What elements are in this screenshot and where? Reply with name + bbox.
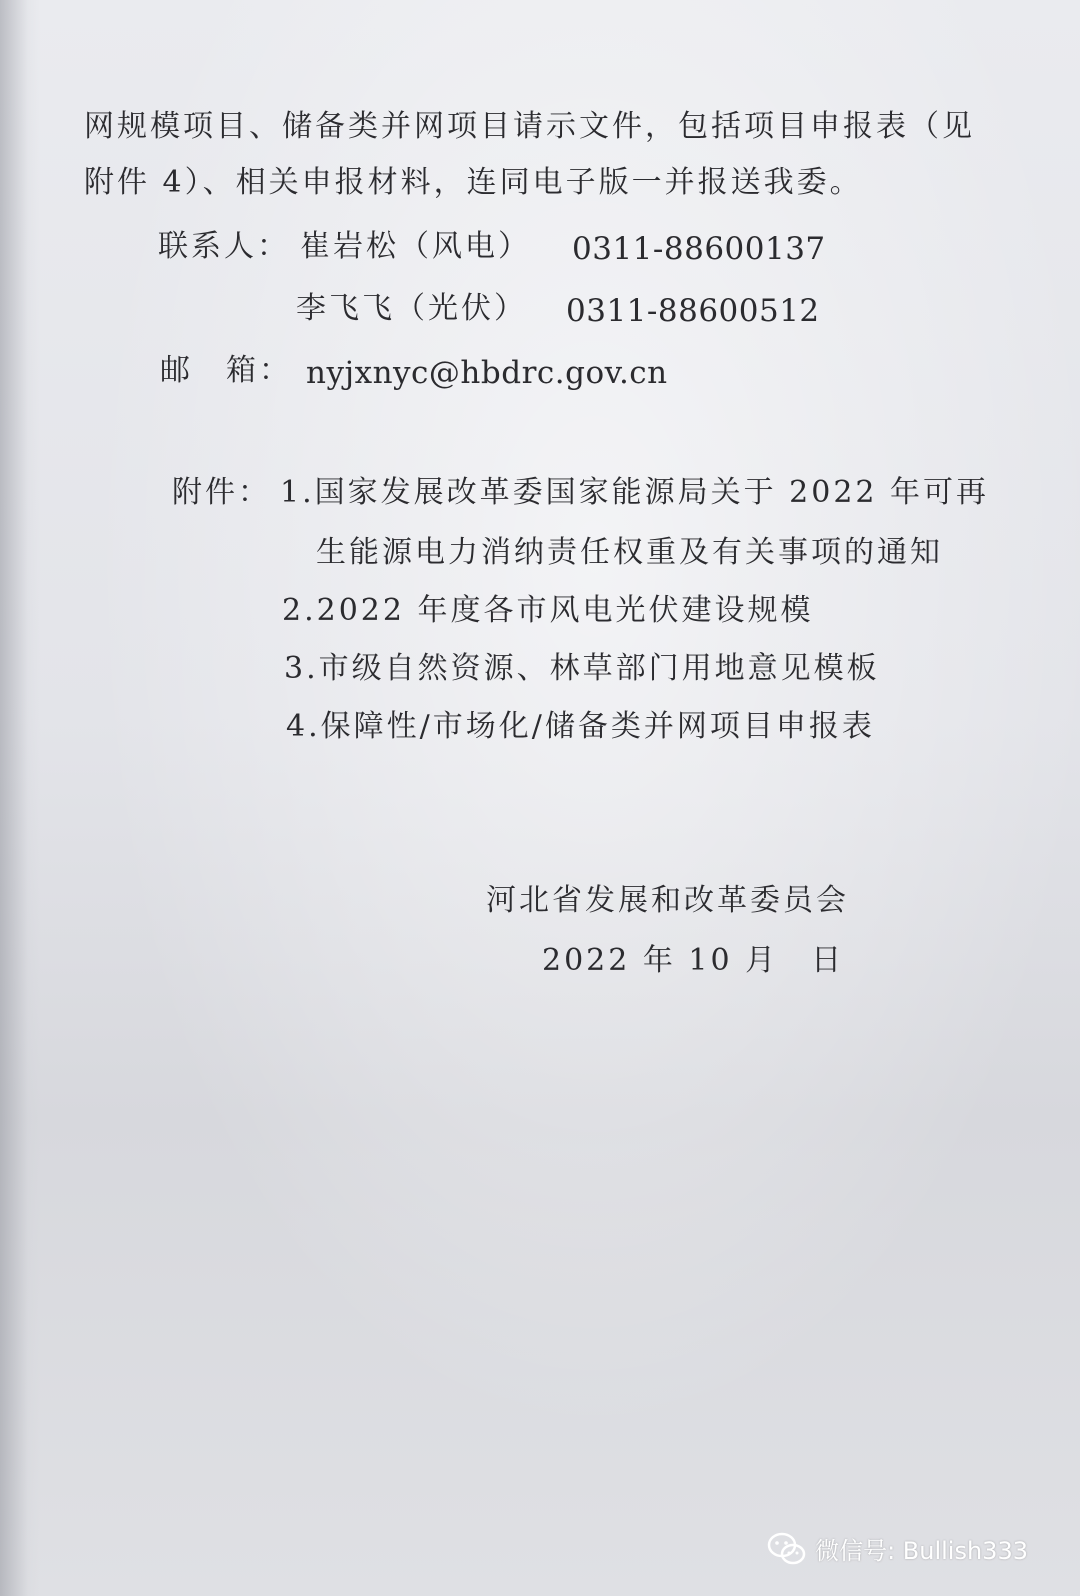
issuing-organization: 河北省发展和改革委员会 — [486, 883, 849, 918]
email-label: 邮 箱： — [160, 353, 292, 388]
contact-label: 联系人： — [158, 229, 290, 264]
body-line-1: 网规模项目、储备类并网项目请示文件，包括项目申报表（见 — [84, 109, 975, 144]
watermark — [767, 1531, 1028, 1566]
page-edge-shadow — [0, 0, 40, 1596]
body-line-2: 附件 4）、相关申报材料，连同电子版一并报送我委。 — [84, 165, 863, 200]
attachment-item-4: 4.保障性/市场化/储备类并网项目申报表 — [286, 709, 875, 744]
attachment-item-1-line-1: 1.国家发展改革委国家能源局关于 2022 年可再 — [280, 475, 990, 510]
attachments-label: 附件： — [172, 475, 271, 510]
attachment-item-1-line-2: 生能源电力消纳责任权重及有关事项的通知 — [316, 535, 943, 570]
watermark-text: 微信号: Bullish333 — [815, 1537, 1028, 1565]
issue-date: 2022 年 10 月 日 — [542, 943, 845, 978]
attachment-item-3: 3.市级自然资源、林草部门用地意见模板 — [284, 651, 880, 686]
email-address: nyjxnyc@hbdrc.gov.cn — [306, 355, 668, 391]
contact-phone-1: 0311-88600137 — [572, 231, 826, 267]
wechat-icon — [767, 1532, 807, 1566]
contact-phone-2: 0311-88600512 — [566, 293, 820, 329]
contact-person-2: 李飞飞（光伏） — [296, 291, 527, 326]
contact-person-1: 崔岩松（风电） — [300, 229, 531, 264]
attachment-item-2: 2.2022 年度各市风电光伏建设规模 — [282, 593, 814, 628]
